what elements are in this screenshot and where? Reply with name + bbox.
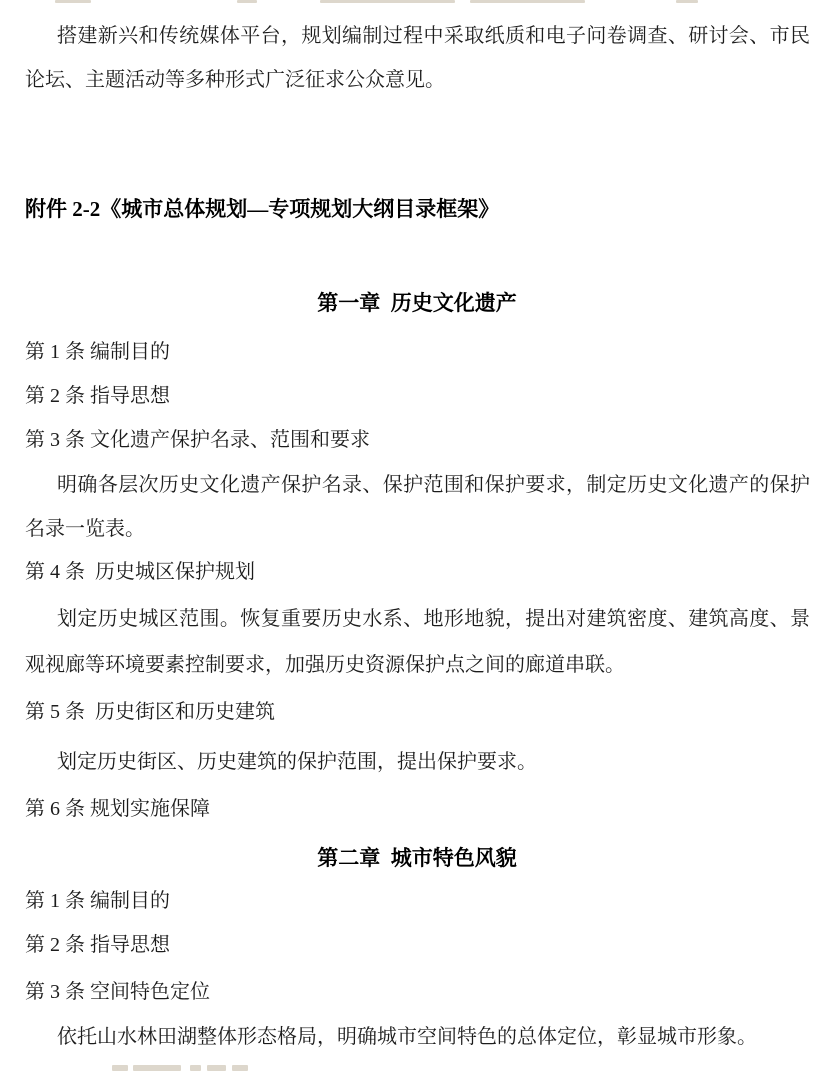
article-line-ch1-5: 第 5 条 历史街区和历史建筑 bbox=[25, 701, 275, 723]
paragraph-line: 划定历史城区范围。恢复重要历史水系、地形地貌，提出对建筑密度、建筑高度、景 bbox=[57, 608, 810, 630]
clipped-text-fragment bbox=[237, 0, 257, 3]
article-line-ch1-4: 第 4 条 历史城区保护规划 bbox=[25, 561, 255, 583]
clipped-text-fragment bbox=[133, 1065, 181, 1071]
chapter-1-heading: 第一章 历史文化遗产 bbox=[317, 291, 517, 315]
intro-paragraph-line-2: 论坛、主题活动等多种形式广泛征求公众意见。 bbox=[25, 69, 445, 91]
clipped-text-fragment bbox=[190, 1065, 201, 1071]
paragraph-line: 明确各层次历史文化遗产保护名录、保护范围和保护要求，制定历史文化遗产的保护 bbox=[57, 474, 810, 496]
article-line-ch2-3: 第 3 条 空间特色定位 bbox=[25, 981, 210, 1003]
article-line-ch1-6: 第 6 条 规划实施保障 bbox=[25, 798, 210, 820]
article-line-ch2-1: 第 1 条 编制目的 bbox=[25, 890, 170, 912]
clipped-text-fragment bbox=[55, 0, 91, 3]
article-line-ch1-2: 第 2 条 指导思想 bbox=[25, 385, 170, 407]
paragraph-line: 名录一览表。 bbox=[25, 518, 145, 540]
clipped-text-fragment bbox=[676, 0, 698, 3]
article-line-ch1-1: 第 1 条 编制目的 bbox=[25, 341, 170, 363]
clipped-text-fragment bbox=[470, 0, 585, 3]
intro-paragraph-line-1: 搭建新兴和传统媒体平台，规划编制过程中采取纸质和电子问卷调查、研讨会、市民 bbox=[57, 25, 810, 47]
paragraph-line: 观视廊等环境要素控制要求，加强历史资源保护点之间的廊道串联。 bbox=[25, 654, 625, 676]
paragraph-line: 依托山水林田湖整体形态格局，明确城市空间特色的总体定位，彰显城市形象。 bbox=[57, 1026, 757, 1048]
article-line-ch1-3: 第 3 条 文化遗产保护名录、范围和要求 bbox=[25, 429, 370, 451]
chapter-2-heading: 第二章 城市特色风貌 bbox=[317, 846, 517, 870]
clipped-text-fragment bbox=[320, 0, 455, 3]
clipped-text-fragment bbox=[207, 1065, 226, 1071]
attachment-heading: 附件 2-2《城市总体规划—专项规划大纲目录框架》 bbox=[25, 197, 500, 221]
article-line-ch2-2: 第 2 条 指导思想 bbox=[25, 934, 170, 956]
clipped-text-fragment bbox=[112, 1065, 128, 1071]
clipped-text-fragment bbox=[232, 1065, 248, 1071]
paragraph-line: 划定历史街区、历史建筑的保护范围，提出保护要求。 bbox=[57, 751, 537, 773]
